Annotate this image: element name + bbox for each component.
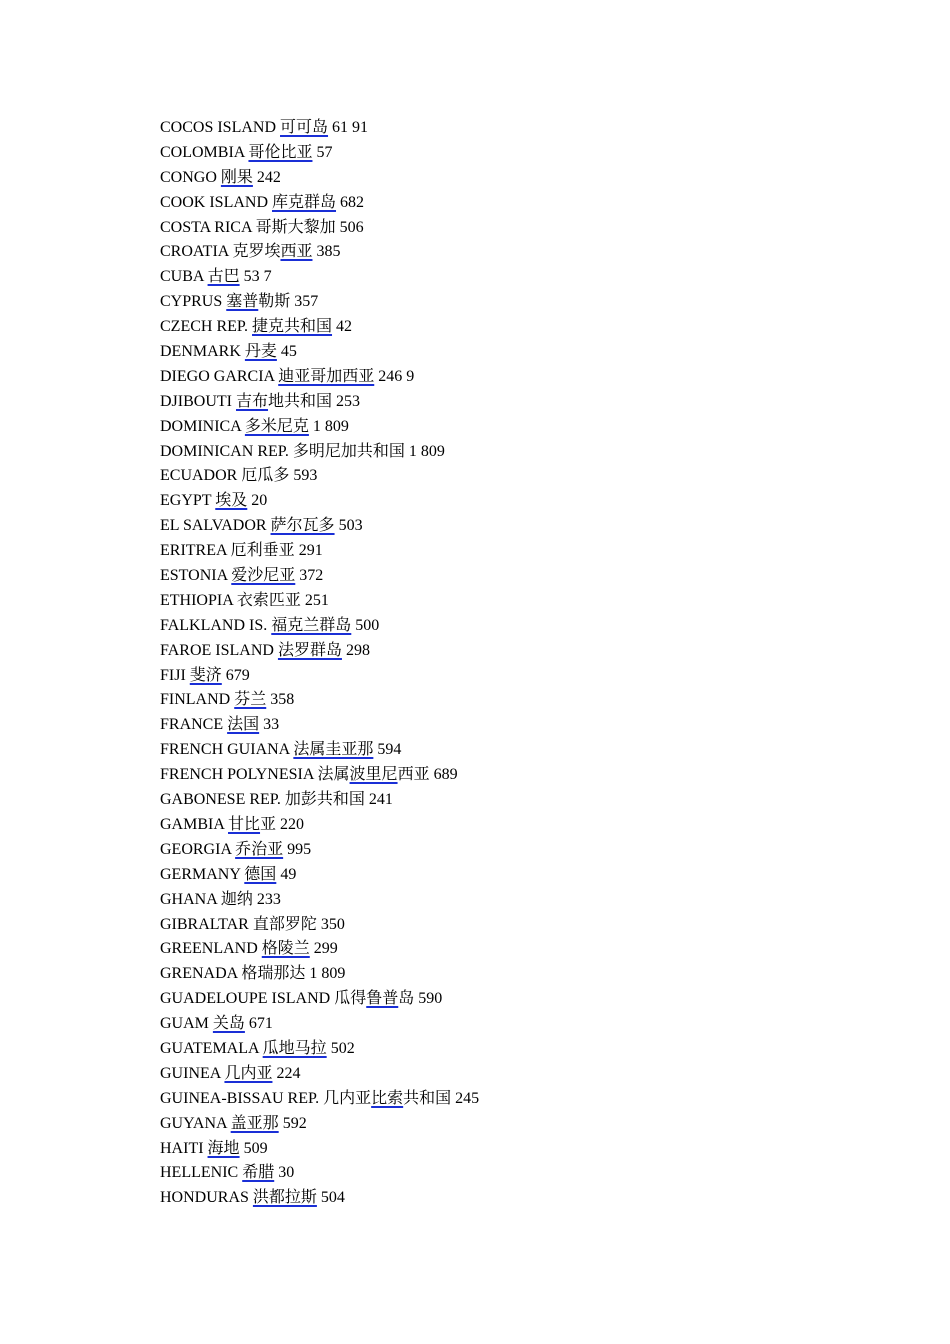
dialing-code: 30 <box>274 1164 295 1182</box>
country-entry <box>160 888 479 913</box>
country-name-english: ERITREA <box>160 542 231 560</box>
country-entry <box>160 664 479 689</box>
country-entry <box>160 589 479 614</box>
dialing-code: 57 <box>312 143 333 161</box>
country-name-english: GAMBIA <box>160 815 229 833</box>
country-name-chinese-link[interactable]: 盖亚那 <box>230 1114 279 1132</box>
country-entry <box>160 688 479 713</box>
country-name-english: COCOS ISLAND <box>160 119 281 136</box>
country-entry <box>160 1037 479 1062</box>
country-name-chinese-link[interactable]: 法属圭亚那 <box>293 741 374 759</box>
country-name-chinese-link[interactable]: 迪亚哥加西亚 <box>278 367 375 385</box>
country-name-english: HELLENIC <box>160 1164 243 1182</box>
country-name-english: GUATEMALA <box>160 1039 263 1057</box>
country-name-english: GUINEA-BISSAU REP. <box>160 1089 324 1107</box>
country-name-chinese-link[interactable]: 甘比 <box>228 815 261 833</box>
country-entry <box>160 216 479 241</box>
country-entry <box>160 564 479 589</box>
country-name-english: FRENCH POLYNESIA <box>160 766 318 784</box>
country-name-chinese: 克罗埃 <box>232 243 281 261</box>
dialing-code: 357 <box>290 293 319 311</box>
country-name-chinese: 瓜得 <box>334 990 367 1008</box>
country-entry <box>160 1012 479 1037</box>
country-name-chinese: 地共和国 <box>268 392 333 410</box>
country-entry <box>160 240 479 265</box>
country-name-english: FRENCH GUIANA <box>160 741 294 759</box>
dialing-code: 49 <box>276 865 297 883</box>
country-name-english: GEORGIA <box>160 840 236 858</box>
country-name-chinese-link[interactable]: 几内亚 <box>224 1064 273 1082</box>
country-name-chinese: 法属 <box>317 766 350 784</box>
country-name-chinese-link[interactable]: 斐济 <box>189 666 222 684</box>
country-name-chinese-link[interactable]: 古巴 <box>207 268 240 286</box>
country-name-chinese-link[interactable]: 德国 <box>244 865 277 883</box>
country-name-chinese: 衣索匹亚 <box>236 591 301 609</box>
country-name-chinese-link[interactable]: 哥伦比亚 <box>248 143 313 161</box>
country-entry <box>160 838 479 863</box>
country-name-chinese: 厄瓜多 <box>241 467 290 485</box>
country-name-chinese: 几内亚 <box>323 1089 372 1107</box>
country-entry <box>160 987 479 1012</box>
country-entry <box>160 440 479 465</box>
dialing-code: 350 <box>316 915 345 933</box>
country-name-english: COOK ISLAND <box>160 193 272 211</box>
country-name-chinese: 勒斯 <box>258 293 291 311</box>
country-name-english: COSTA RICA <box>160 218 256 236</box>
dialing-code: 509 <box>239 1139 268 1157</box>
country-entry <box>160 191 479 216</box>
dialing-code: 42 <box>332 318 353 336</box>
dialing-code: 503 <box>334 517 363 535</box>
country-name-english: COLOMBIA <box>160 143 249 161</box>
country-entry <box>160 365 479 390</box>
country-name-chinese-link[interactable]: 刚果 <box>220 168 253 186</box>
country-entry <box>160 141 479 166</box>
country-name-english: FINLAND <box>160 691 235 709</box>
country-entry <box>160 539 479 564</box>
country-name-chinese-link[interactable]: 鲁普 <box>366 990 399 1008</box>
country-name-english: GRENADA <box>160 965 242 983</box>
country-name-english: DIEGO GARCIA <box>160 367 279 385</box>
country-name-english: CYPRUS <box>160 293 227 311</box>
country-name-chinese-link[interactable]: 法罗群岛 <box>277 641 342 659</box>
dialing-code: 682 <box>336 193 365 211</box>
country-entry <box>160 813 479 838</box>
country-name-english: CUBA <box>160 268 208 286</box>
country-name-chinese-link[interactable]: 格陵兰 <box>261 940 310 958</box>
country-name-english: CROATIA <box>160 243 233 261</box>
dialing-code: 502 <box>326 1039 355 1057</box>
country-entry <box>160 1062 479 1087</box>
country-name-english: FALKLAND IS. <box>160 616 272 634</box>
country-entry <box>160 290 479 315</box>
dialing-code: 995 <box>283 840 312 858</box>
country-name-english: ETHIOPIA <box>160 591 237 609</box>
country-name-chinese-link[interactable]: 乔治亚 <box>235 840 284 858</box>
country-name-english: GUADELOUPE ISLAND <box>160 990 335 1008</box>
country-name-chinese-link[interactable]: 瓜地马拉 <box>262 1039 327 1057</box>
country-name-chinese: 加彭共和国 <box>284 791 365 809</box>
country-name-english: FAROE ISLAND <box>160 641 278 659</box>
dialing-code: 298 <box>341 641 370 659</box>
country-name-english: DOMINICA <box>160 417 245 435</box>
dialing-code: 251 <box>300 591 329 609</box>
dialing-code: 299 <box>309 940 338 958</box>
country-entry <box>160 763 479 788</box>
country-entry <box>160 713 479 738</box>
country-name-english: GIBRALTAR <box>160 915 253 933</box>
dialing-code: 590 <box>414 990 443 1008</box>
country-entry <box>160 166 479 191</box>
country-entry <box>160 514 479 539</box>
dialing-code: 224 <box>272 1064 301 1082</box>
country-name-chinese-link[interactable]: 洪都拉斯 <box>252 1189 317 1207</box>
dialing-code: 246 9 <box>374 367 415 385</box>
country-name-english: ECUADOR <box>160 467 242 485</box>
country-name-english: GUINEA <box>160 1064 225 1082</box>
country-name-english: DJIBOUTI <box>160 392 236 410</box>
country-name-chinese: 西亚 <box>397 766 430 784</box>
dialing-code: 671 <box>244 1015 273 1033</box>
country-name-english: HONDURAS <box>160 1189 253 1207</box>
dialing-code: 241 <box>364 791 393 809</box>
country-entry <box>160 315 479 340</box>
country-name-chinese-link[interactable]: 波里尼 <box>349 766 398 784</box>
country-name-english: GERMANY <box>160 865 245 883</box>
dialing-code: 1 809 <box>404 442 445 460</box>
country-entry <box>160 614 479 639</box>
country-name-english: GREENLAND <box>160 940 262 958</box>
dialing-code: 500 <box>351 616 380 634</box>
country-name-chinese: 直部罗陀 <box>252 915 317 933</box>
dialing-code: 679 <box>221 666 250 684</box>
country-name-chinese-link[interactable]: 福克兰群岛 <box>271 616 352 634</box>
dialing-code: 20 <box>247 492 268 510</box>
country-name-english: EL SALVADOR <box>160 517 271 535</box>
country-name-chinese: 迦纳 <box>220 890 253 908</box>
country-name-chinese-link[interactable]: 捷克共和国 <box>252 318 333 336</box>
country-name-english: DOMINICAN REP. <box>160 442 293 460</box>
country-name-chinese: 格瑞那达 <box>241 965 306 983</box>
country-entry <box>160 788 479 813</box>
country-name-chinese-link[interactable]: 西亚 <box>280 243 313 261</box>
country-name-chinese-link[interactable]: 芬兰 <box>234 691 267 709</box>
dialing-code: 220 <box>276 815 305 833</box>
country-name-chinese-link[interactable]: 萨尔瓦多 <box>270 517 335 535</box>
country-name-chinese-link[interactable]: 比索 <box>371 1089 404 1107</box>
country-name-english: FRANCE <box>160 716 228 734</box>
dialing-code: 592 <box>278 1114 307 1132</box>
dialing-code: 385 <box>312 243 341 261</box>
country-entry <box>160 1161 479 1186</box>
dialing-code: 61 91 <box>328 119 369 136</box>
country-entry <box>160 1137 479 1162</box>
country-name-chinese-link[interactable]: 爱沙尼亚 <box>231 567 296 585</box>
country-entry <box>160 863 479 888</box>
country-entry <box>160 489 479 514</box>
country-code-list <box>160 116 479 1211</box>
country-name-chinese: 共和国 <box>403 1089 452 1107</box>
dialing-code: 33 <box>259 716 280 734</box>
country-entry <box>160 1112 479 1137</box>
country-entry <box>160 464 479 489</box>
dialing-code: 253 <box>332 392 361 410</box>
country-entry <box>160 913 479 938</box>
country-name-chinese: 多明尼加共和国 <box>292 442 405 460</box>
country-name-english: GHANA <box>160 890 221 908</box>
dialing-code: 45 <box>276 343 297 361</box>
dialing-code: 504 <box>316 1189 345 1207</box>
country-name-english: GABONESE REP. <box>160 791 285 809</box>
country-entry <box>160 937 479 962</box>
country-name-english: HAITI <box>160 1139 208 1157</box>
country-name-english: DENMARK <box>160 343 245 361</box>
country-entry <box>160 116 479 141</box>
country-name-chinese-link[interactable]: 可可岛 <box>280 119 329 136</box>
country-name-english: ESTONIA <box>160 567 232 585</box>
dialing-code: 506 <box>335 218 364 236</box>
country-name-chinese-link[interactable]: 丹麦 <box>244 343 277 361</box>
country-name-english: EGYPT <box>160 492 216 510</box>
country-name-chinese-link[interactable]: 塞普 <box>226 293 259 311</box>
country-entry <box>160 1186 479 1211</box>
country-name-chinese-link[interactable]: 海地 <box>207 1139 240 1157</box>
country-name-chinese: 厄利垂亚 <box>230 542 295 560</box>
country-entry <box>160 738 479 763</box>
dialing-code: 242 <box>252 168 281 186</box>
country-name-english: GUYANA <box>160 1114 231 1132</box>
country-name-chinese-link[interactable]: 关岛 <box>212 1015 245 1033</box>
country-name-english: CZECH REP. <box>160 318 253 336</box>
country-name-english: FIJI <box>160 666 190 684</box>
country-entry <box>160 962 479 987</box>
country-entry <box>160 639 479 664</box>
dialing-code: 1 809 <box>308 417 349 435</box>
country-name-chinese-link[interactable]: 吉布 <box>236 392 269 410</box>
country-name-english: CONGO <box>160 168 221 186</box>
dialing-code: 358 <box>266 691 295 709</box>
country-entry <box>160 1087 479 1112</box>
country-entry <box>160 390 479 415</box>
country-name-chinese: 哥斯大黎加 <box>255 218 336 236</box>
dialing-code: 233 <box>252 890 281 908</box>
country-name-chinese-link[interactable]: 多米尼克 <box>244 417 309 435</box>
dialing-code: 245 <box>451 1089 480 1107</box>
country-name-chinese: 岛 <box>398 990 415 1008</box>
country-entry <box>160 415 479 440</box>
country-name-chinese-link[interactable]: 法国 <box>227 716 260 734</box>
country-name-english: GUAM <box>160 1015 213 1033</box>
dialing-code: 291 <box>294 542 323 560</box>
dialing-code: 372 <box>295 567 324 585</box>
dialing-code: 594 <box>373 741 402 759</box>
country-entry <box>160 265 479 290</box>
dialing-code: 689 <box>429 766 458 784</box>
dialing-code: 593 <box>289 467 318 485</box>
dialing-code: 1 809 <box>305 965 346 983</box>
country-name-chinese-link[interactable]: 库克群岛 <box>272 193 337 211</box>
country-name-chinese: 亚 <box>260 815 277 833</box>
country-entry <box>160 340 479 365</box>
country-name-chinese-link[interactable]: 希腊 <box>242 1164 275 1182</box>
dialing-code: 53 7 <box>239 268 272 286</box>
country-name-chinese-link[interactable]: 埃及 <box>215 492 248 510</box>
